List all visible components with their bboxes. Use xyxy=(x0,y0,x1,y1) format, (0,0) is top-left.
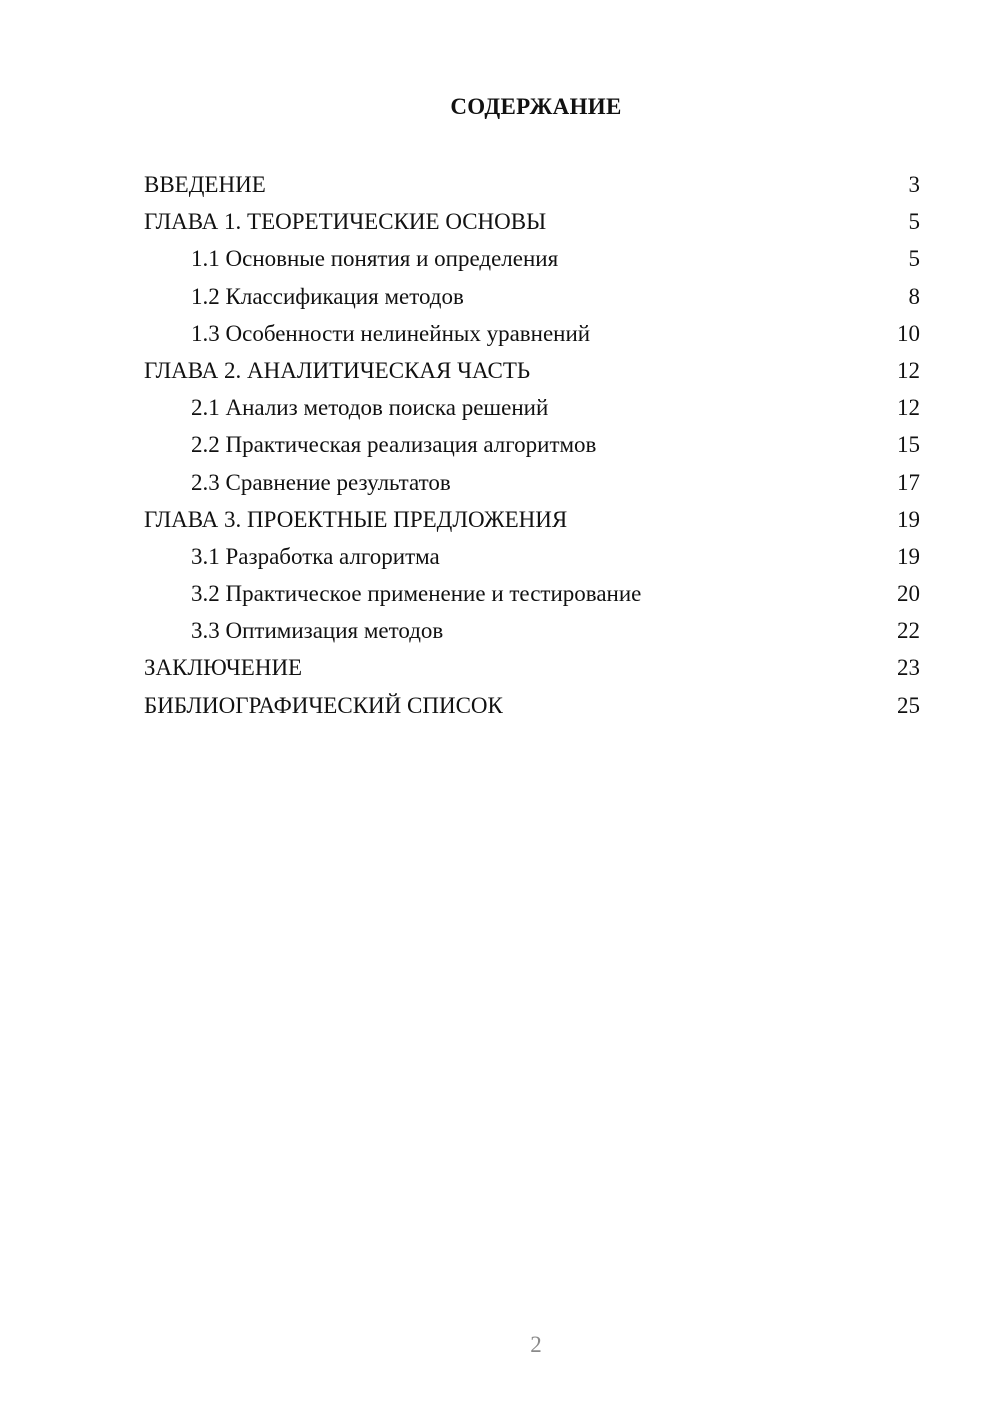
toc-entry-page: 12 xyxy=(897,395,920,421)
toc-subentry xyxy=(144,575,920,612)
toc-entry-label: ГЛАВА 3. ПРОЕКТНЫЕ ПРЕДЛОЖЕНИЯ xyxy=(144,506,568,532)
toc-subentry xyxy=(144,389,920,426)
toc-entry-label: ЗАКЛЮЧЕНИЕ xyxy=(144,655,303,681)
toc-subentry xyxy=(144,240,920,277)
toc-entry-label: 1.1 Основные понятия и определения xyxy=(191,246,559,272)
toc-entry-label: 2.2 Практическая реализация алгоритмов xyxy=(191,432,597,458)
toc-entry-label: БИБЛИОГРАФИЧЕСКИЙ СПИСОК xyxy=(144,692,503,718)
toc-entry xyxy=(144,501,920,538)
toc-entry-page: 20 xyxy=(897,581,920,607)
table-of-contents xyxy=(144,166,920,724)
toc-entry xyxy=(144,203,920,240)
page-number: 2 xyxy=(530,1332,542,1357)
toc-entry-page: 8 xyxy=(908,283,920,309)
toc-entry-label: 1.3 Особенности нелинейных уравнений xyxy=(191,320,591,346)
toc-entry xyxy=(144,649,920,686)
toc-entry-label: 1.2 Классификация методов xyxy=(191,283,464,309)
toc-entry xyxy=(144,166,920,203)
toc-entry-label: 3.2 Практическое применение и тестирование xyxy=(191,581,642,607)
toc-subentry xyxy=(144,538,920,575)
toc-entry-page: 10 xyxy=(897,320,920,346)
toc-entry-page: 19 xyxy=(897,543,920,569)
toc-entry-page: 23 xyxy=(897,655,920,681)
toc-entry xyxy=(144,352,920,389)
toc-entry-label: ГЛАВА 1. ТЕОРЕТИЧЕСКИЕ ОСНОВЫ xyxy=(144,209,547,235)
toc-entry-label: 3.1 Разработка алгоритма xyxy=(191,543,440,569)
toc-subentry xyxy=(144,278,920,315)
toc-entry-label: 2.3 Сравнение результатов xyxy=(191,469,451,495)
toc-entry-page: 19 xyxy=(897,506,920,532)
toc-entry-label: 3.3 Оптимизация методов xyxy=(191,618,444,644)
toc-entry-page: 3 xyxy=(908,172,920,197)
toc-entry xyxy=(144,687,920,724)
toc-entry-page: 25 xyxy=(897,692,920,718)
toc-entry-page: 5 xyxy=(908,209,920,235)
toc-entry-page: 22 xyxy=(897,618,920,644)
toc-subentry xyxy=(144,612,920,649)
toc-entry-page: 12 xyxy=(897,357,920,383)
toc-entry-label: 2.1 Анализ методов поиска решений xyxy=(191,395,549,421)
toc-entry-label: ВВЕДЕНИЕ xyxy=(144,172,266,197)
page-title: СОДЕРЖАНИЕ xyxy=(450,94,622,119)
toc-subentry xyxy=(144,464,920,501)
toc-subentry xyxy=(144,426,920,463)
toc-entry-page: 15 xyxy=(897,432,920,458)
toc-entry-page: 17 xyxy=(897,469,920,495)
toc-entry-label: ГЛАВА 2. АНАЛИТИЧЕСКАЯ ЧАСТЬ xyxy=(144,357,531,383)
toc-subentry xyxy=(144,315,920,352)
toc-entry-page: 5 xyxy=(908,246,920,272)
